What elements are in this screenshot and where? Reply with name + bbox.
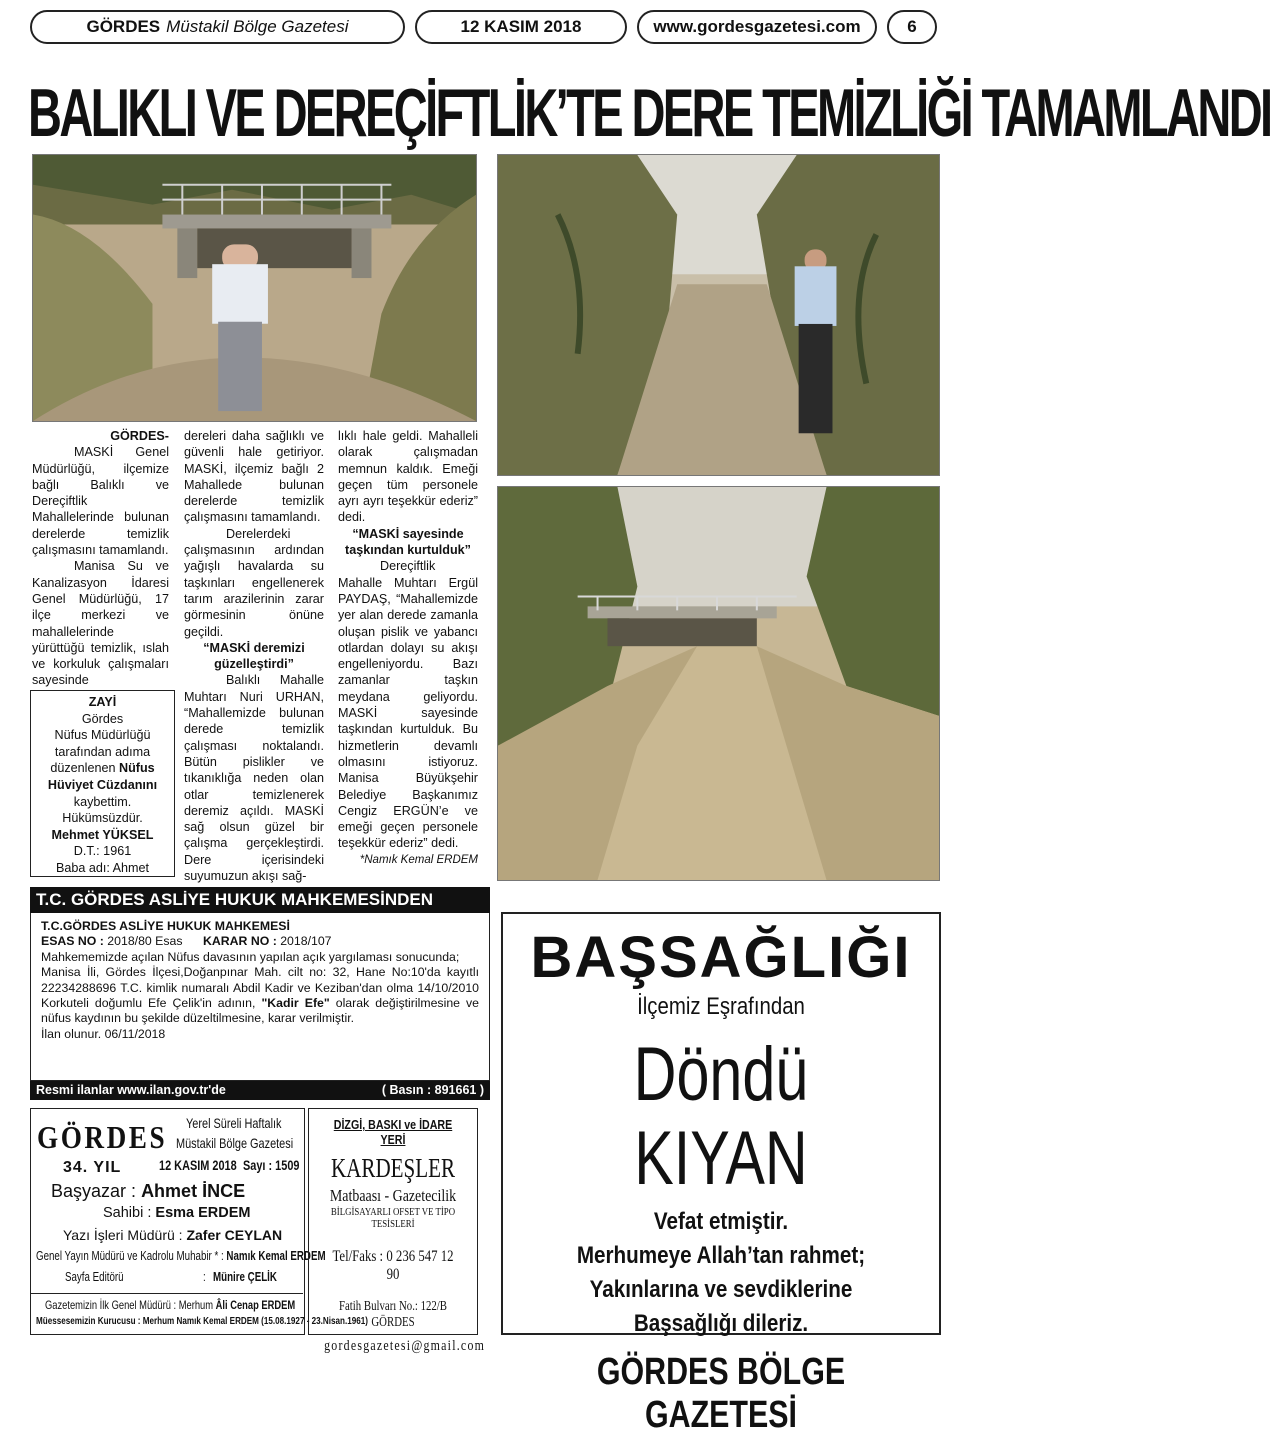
page-number: 6 [907,17,917,36]
official-ads-link[interactable]: Resmi ilanlar www.ilan.gov.tr'de [36,1083,226,1097]
printer-sub: Matbaası - Gazetecilik [329,1186,457,1205]
imprint-first-gm [45,1298,295,1312]
managing-label: Yazı İşleri Müdürü : [63,1227,183,1243]
imprint-issue: Sayı : 1509 [243,1157,300,1173]
printer-heading: DİZGİ, BASKI ve İDARE YERİ [333,1117,453,1147]
article-column-3 [338,428,478,868]
subheading: “MASKİ sayesinde taşkından kurtulduk” [345,526,471,558]
court-notice-footer [30,1081,490,1100]
imprint-divider [31,1293,303,1294]
date-pill [415,10,627,44]
lost-notice-line: tarafından adıma [54,744,151,759]
first-gm-name: Âli Cenap ERDEM [215,1298,296,1312]
condolence-title: BAŞSAĞLIĞI [530,925,912,990]
owner-name: Esma ERDEM [155,1205,251,1221]
court-text-part: Manisa İli, Gördes İlçesi,Doğanpınar Mah. cilt no: 32, Hane No:10'da kayıtlı 22234288696 T.C. kimlik numaralı Abdil Kadir ve Keziban'dan olma 14/10/2010 Korkuteli doğumlu Efe Çelik'in adının, [41,965,479,1011]
court-notice-title: T.C. GÖRDES ASLİYE HUKUK MAHKEMESİNDEN [30,887,490,913]
masthead-pill [30,10,405,44]
lost-notice-line: D.T.: 1961 [73,844,132,859]
court-quote: "Kadir Efe" [261,996,330,1011]
court-case-numbers [41,934,479,949]
condolence-ad [501,912,941,1436]
page-number-pill [887,10,937,44]
article-column-1 [32,428,169,689]
article-paragraph: Dereçiftlik Mahalle Muhtarı Ergül PAYDAŞ, “Mahallemizde yer alan derede zamanla oluşan pislik ve yabancı otlardan dolayı su akışı engelleniyordu. Bazı zamanlar taşkın meydana geliyordu. MASKİ sayesinde taşkından kurtulduk. Bu hizmetlerin devamlı olmasını istiyoruz. Manisa Büyükşehir Belediye Başkanımız Cengiz ERGÜN’e ve emeği geçen personele teşekkür ederiz” dedi. [338,559,478,851]
condolence-from: İlçemiz Eşrafından [637,993,805,1020]
printer-address: Fatih Bulvarı No.: 122/B GÖRDES [339,1298,447,1329]
karar-value: 2018/107 [280,934,332,949]
website-link[interactable]: www.gordesgazetesi.com [653,17,861,36]
editor-label: Başyazar : [51,1181,137,1201]
condolence-line: Başsağlığı dileriz. [633,1310,809,1337]
imprint-founder: Müessesemizin Kurucusu : Merhum Namık Kemal ERDEM (15.08.1927 - 23.Nisan.1961) [36,1316,368,1327]
article-paragraph: Balıklı Mahalle Muhtarı Nuri URHAN, “Mahallemizde bulunan derede temizlik çalışması noktalandı. Bütün pislikler ve tıkanıklığa neden olan otlar temizlenerek deremiz açıldı. MASKİ sağ olsun güzel bir çalışma gerçekleştirdi. Dere içerisindeki suyumuzun akışı sağ- [184,673,324,884]
imprint-gm-row [36,1249,326,1263]
imprint-managing-row [63,1227,282,1243]
photo-bridge-man [32,154,477,422]
imprint-owner-row [103,1205,251,1221]
paper-subtitle: Müstakil Bölge Gazetesi [166,17,349,36]
paper-name: GÖRDES [86,17,161,36]
lost-notice-box [30,690,175,877]
lost-notice-bold: Hüviyet Cüzdanını [47,777,158,792]
lost-notice-line: Gördes [81,711,124,726]
article-paragraph: Manisa Su ve Kanalizasyon İdaresi Genel Müdürlüğü, 17 ilçe merkezi ve mahallelerinde yürüttüğü temizlik, ıslah ve korkuluk çalışmaları sayesinde [32,559,169,688]
printer-phone: Tel/Faks : 0 236 547 12 90 [332,1248,454,1283]
lost-notice-name: Mehmet YÜKSEL [51,827,154,842]
esas-value: 2018/80 Esas [107,934,183,949]
printer-box [308,1108,486,1354]
article-column-2 [184,428,324,884]
photo-dry-creek-bridge [497,486,940,881]
imprint-box [30,1108,368,1335]
article-paragraph: dereleri daha sağlıklı ve güvenli hale getiriyor. MASKİ, ilçemiz bağlı 2 Mahallede bulunan derelerde temizlik çalışmasını tamamlandı. [184,429,324,525]
lost-notice-bold: Nüfus [118,761,155,776]
photo-creek-man [497,154,940,476]
lost-notice-line: Hükümsüzdür. [62,811,143,826]
lost-notice-line: kaybettim. [73,794,132,809]
article-paragraph: Derelerdeki çalışmasının ardından yağışlı havalarda su taşkınları engellenerek tarım arazilerinin zarar görmesinin önüne geçildi. [184,526,324,639]
dateline: GÖRDES- [110,429,169,443]
managing-name: Zafer CEYLAN [186,1227,283,1243]
article-paragraph: lıklı hale geldi. Mahalleli olarak çalışmadan memnun kaldık. Emeği geçen tüm personele ayrı ayrı teşekkür ederiz” dedi. [338,429,478,525]
imprint-tag: Yerel Süreli Haftalık [186,1115,282,1131]
gm-label: Genel Yayın Müdürü ve Kadrolu Muhabir * : [36,1249,224,1263]
printer-sub2: BİLGİSAYARLI OFSET VE TİPO TESİSLERİ [330,1206,456,1230]
gm-name: Namık Kemal ERDEM [226,1249,326,1263]
condolence-line: Merhumeye Allah’tan rahmet; [576,1242,866,1269]
karar-label: KARAR NO : [203,934,277,949]
printer-name: KARDEŞLER [330,1153,456,1183]
condolence-line: Vefat etmiştir. [653,1208,789,1235]
imprint-tag: Müstakil Bölge Gazetesi [176,1135,294,1151]
printer-email[interactable]: gordesgazetesi@gmail.com [324,1338,486,1354]
author-signature: *Namık Kemal ERDEM [359,853,478,866]
court-text-part: olarak değiştirilmesine ve nüfus kaydının bu şekilde düzeltilmesine, karar verilmiştir. [41,996,480,1026]
lost-notice-title: ZAYİ [88,695,117,709]
esas-label: ESAS NO : [41,934,104,949]
lost-notice-text: düzenlenen [50,761,116,776]
imprint-page-editor-label: Sayfa Editörü [65,1270,124,1284]
website-pill[interactable] [637,10,877,44]
imprint-page-editor-name: Münire ÇELİK [213,1270,277,1284]
condolence-signature: GÖRDES BÖLGE GAZETESİ [596,1351,846,1436]
imprint-editor-row [51,1181,245,1202]
lost-notice-line [31,760,174,777]
condolence-deceased-name: Döndü KIYAN [633,1032,809,1201]
first-gm-label: Gazetemizin İlk Genel Müdürü : Merhum [45,1298,214,1312]
lost-notice-line: Nüfus Müdürlüğü [54,728,151,743]
editor-name: Ahmet İNCE [141,1181,246,1201]
subheading: “MASKİ deremizi güzelleştirdi” [203,640,305,672]
owner-label: Sahibi : [103,1205,152,1221]
press-code: ( Basın : 891661 ) [381,1083,484,1097]
imprint-year: 34. YIL [63,1159,122,1176]
lost-notice-line: Baba adı: Ahmet [55,860,150,875]
court-notice-body [30,913,490,1081]
imprint-paper-name: GÖRDES [37,1119,168,1155]
issue-date: 12 KASIM 2018 [460,17,582,36]
headline: BALIKLI VE DEREÇİFTLİK’TE DERE TEMİZLİĞİ TAMAMLANDI [28,73,1271,151]
court-heading: T.C.GÖRDES ASLİYE HUKUK MAHKEMESİ [41,919,290,933]
court-text [41,965,479,1027]
court-text: Mahkememizde açılan Nüfus davasının yapılan açık yargılaması sonucunda; [41,949,460,964]
article-paragraph: MASKİ Genel Müdürlüğü, ilçemize bağlı Balıklı ve Dereçiftlik Mahallelerinde bulunan derelerde temizlik çalışmasını tamamlandı. [32,445,169,558]
imprint-date: 12 KASIM 2018 [159,1157,237,1173]
condolence-line: Yakınlarına ve sevdiklerine [589,1276,853,1303]
court-text: İlan olunur. 06/11/2018 [41,1026,166,1041]
imprint-page-editor-sep: : [203,1270,206,1284]
